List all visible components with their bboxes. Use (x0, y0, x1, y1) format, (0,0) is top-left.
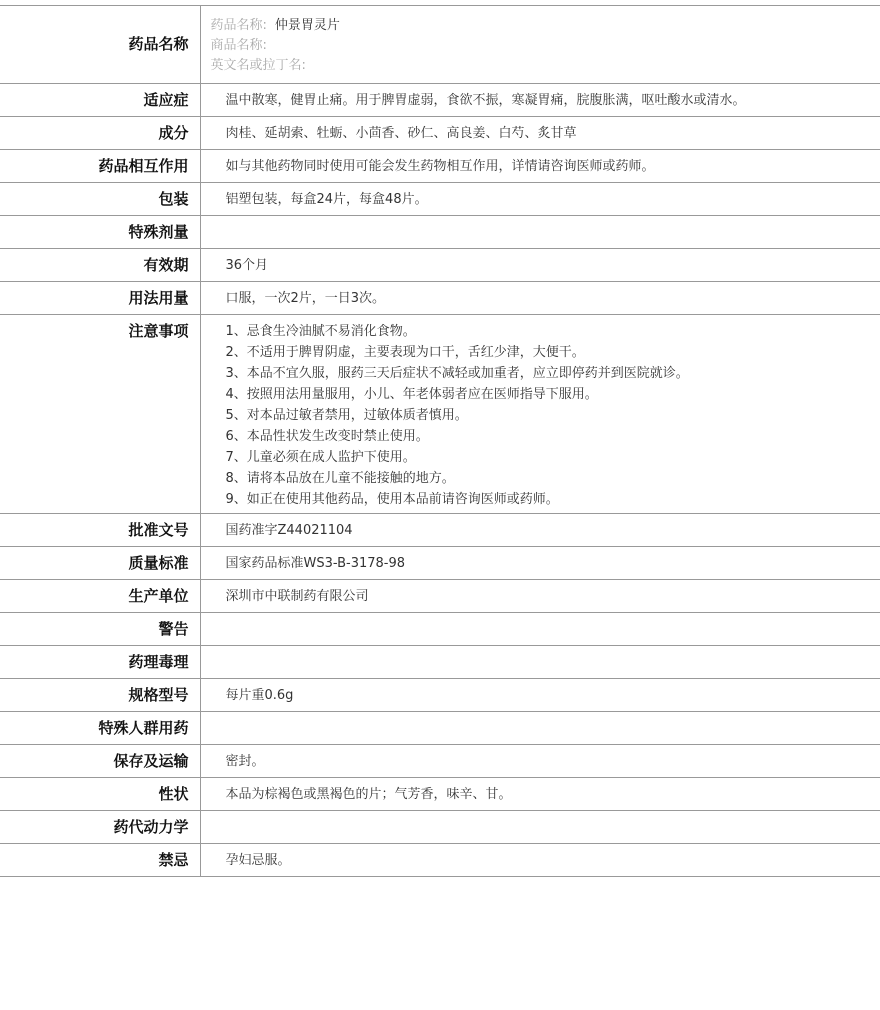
generic-name-value: 仲景胃灵片 (274, 18, 340, 33)
row-usage (0, 282, 880, 315)
row-character (0, 778, 880, 811)
row-value-contraindications: 孕妇忌服。 (200, 844, 880, 877)
row-label-usage: 用法用量 (0, 282, 200, 315)
row-storage (0, 745, 880, 778)
note-item: 5、对本品过敏者禁用，过敏体质者慎用。 (225, 408, 468, 423)
note-item: 6、本品性状发生改变时禁止使用。 (225, 429, 429, 444)
row-label-approval: 批准文号 (0, 514, 200, 547)
row-label-special-population: 特殊人群用药 (0, 712, 200, 745)
note-item: 8、请将本品放在儿童不能接触的地方。 (225, 471, 455, 486)
row-specification (0, 679, 880, 712)
row-value-notes (200, 315, 880, 514)
row-value-usage: 口服，一次2片，一日3次。 (200, 282, 880, 315)
trade-name-key: 商品名称: (210, 38, 267, 53)
row-value-packaging: 铝塑包装，每盒24片，每盒48片。 (200, 183, 880, 216)
row-value-standard: 国家药品标准WS3-B-3178-98 (200, 547, 880, 580)
generic-name-key: 药品名称: (210, 18, 267, 33)
row-label-shelf-life: 有效期 (0, 249, 200, 282)
row-label-warning: 警告 (0, 613, 200, 646)
note-item: 1、忌食生冷油腻不易消化食物。 (225, 324, 416, 339)
row-label-manufacturer: 生产单位 (0, 580, 200, 613)
row-value-pharmacokinetics (200, 811, 880, 844)
row-value-shelf-life: 36个月 (200, 249, 880, 282)
row-label-packaging: 包装 (0, 183, 200, 216)
row-label-pharmacokinetics: 药代动力学 (0, 811, 200, 844)
row-label-toxicology: 药理毒理 (0, 646, 200, 679)
row-value-specification: 每片重0.6g (200, 679, 880, 712)
row-label-special-dosage: 特殊剂量 (0, 216, 200, 249)
row-pharmacokinetics (0, 811, 880, 844)
row-value-approval: 国药准字Z44021104 (200, 514, 880, 547)
row-contraindications (0, 844, 880, 877)
row-value-special-dosage (200, 216, 880, 249)
row-interactions (0, 150, 880, 183)
row-ingredients (0, 117, 880, 150)
row-value-interactions: 如与其他药物同时使用可能会发生药物相互作用，详情请咨询医师或药师。 (200, 150, 880, 183)
row-indications (0, 84, 880, 117)
row-label-ingredients: 成分 (0, 117, 200, 150)
row-label-specification: 规格型号 (0, 679, 200, 712)
row-manufacturer (0, 580, 880, 613)
row-value-ingredients: 肉桂、延胡索、牡蛎、小茴香、砂仁、高良姜、白芍、炙甘草 (200, 117, 880, 150)
row-special-population (0, 712, 880, 745)
generic-name-line (211, 16, 880, 36)
note-item: 2、不适用于脾胃阴虚，主要表现为口干，舌红少津，大便干。 (225, 345, 585, 360)
note-item: 3、本品不宜久服，服药三天后症状不减轻或加重者，应立即停药并到医院就诊。 (225, 366, 689, 381)
note-item: 9、如正在使用其他药品，使用本品前请咨询医师或药师。 (225, 492, 559, 507)
row-approval (0, 514, 880, 547)
trade-name-line (211, 36, 880, 56)
row-label-drug-name: 药品名称 (0, 6, 200, 84)
english-name-line (211, 56, 880, 76)
row-value-special-population (200, 712, 880, 745)
row-packaging (0, 183, 880, 216)
row-value-warning (200, 613, 880, 646)
row-label-contraindications: 禁忌 (0, 844, 200, 877)
row-shelf-life (0, 249, 880, 282)
row-value-toxicology (200, 646, 880, 679)
row-label-storage: 保存及运输 (0, 745, 200, 778)
row-standard (0, 547, 880, 580)
row-label-character: 性状 (0, 778, 200, 811)
row-special-dosage (0, 216, 880, 249)
row-label-notes: 注意事项 (0, 315, 200, 514)
row-value-indications: 温中散寒，健胃止痛。用于脾胃虚弱，食欲不振，寒凝胃痛，脘腹胀满，呕吐酸水或清水。 (200, 84, 880, 117)
drug-name-cell (200, 6, 880, 84)
drug-spec-table (0, 5, 880, 877)
row-value-character: 本品为棕褐色或黑褐色的片；气芳香，味辛、甘。 (200, 778, 880, 811)
row-value-storage: 密封。 (200, 745, 880, 778)
row-label-standard: 质量标准 (0, 547, 200, 580)
row-label-indications: 适应症 (0, 84, 200, 117)
row-notes (0, 315, 880, 514)
row-label-interactions: 药品相互作用 (0, 150, 200, 183)
note-item: 7、儿童必须在成人监护下使用。 (225, 450, 416, 465)
row-toxicology (0, 646, 880, 679)
row-value-manufacturer: 深圳市中联制药有限公司 (200, 580, 880, 613)
english-name-key: 英文名或拉丁名: (210, 58, 306, 73)
row-warning (0, 613, 880, 646)
row-drug-name (0, 6, 880, 84)
note-item: 4、按照用法用量服用，小儿、年老体弱者应在医师指导下服用。 (225, 387, 598, 402)
